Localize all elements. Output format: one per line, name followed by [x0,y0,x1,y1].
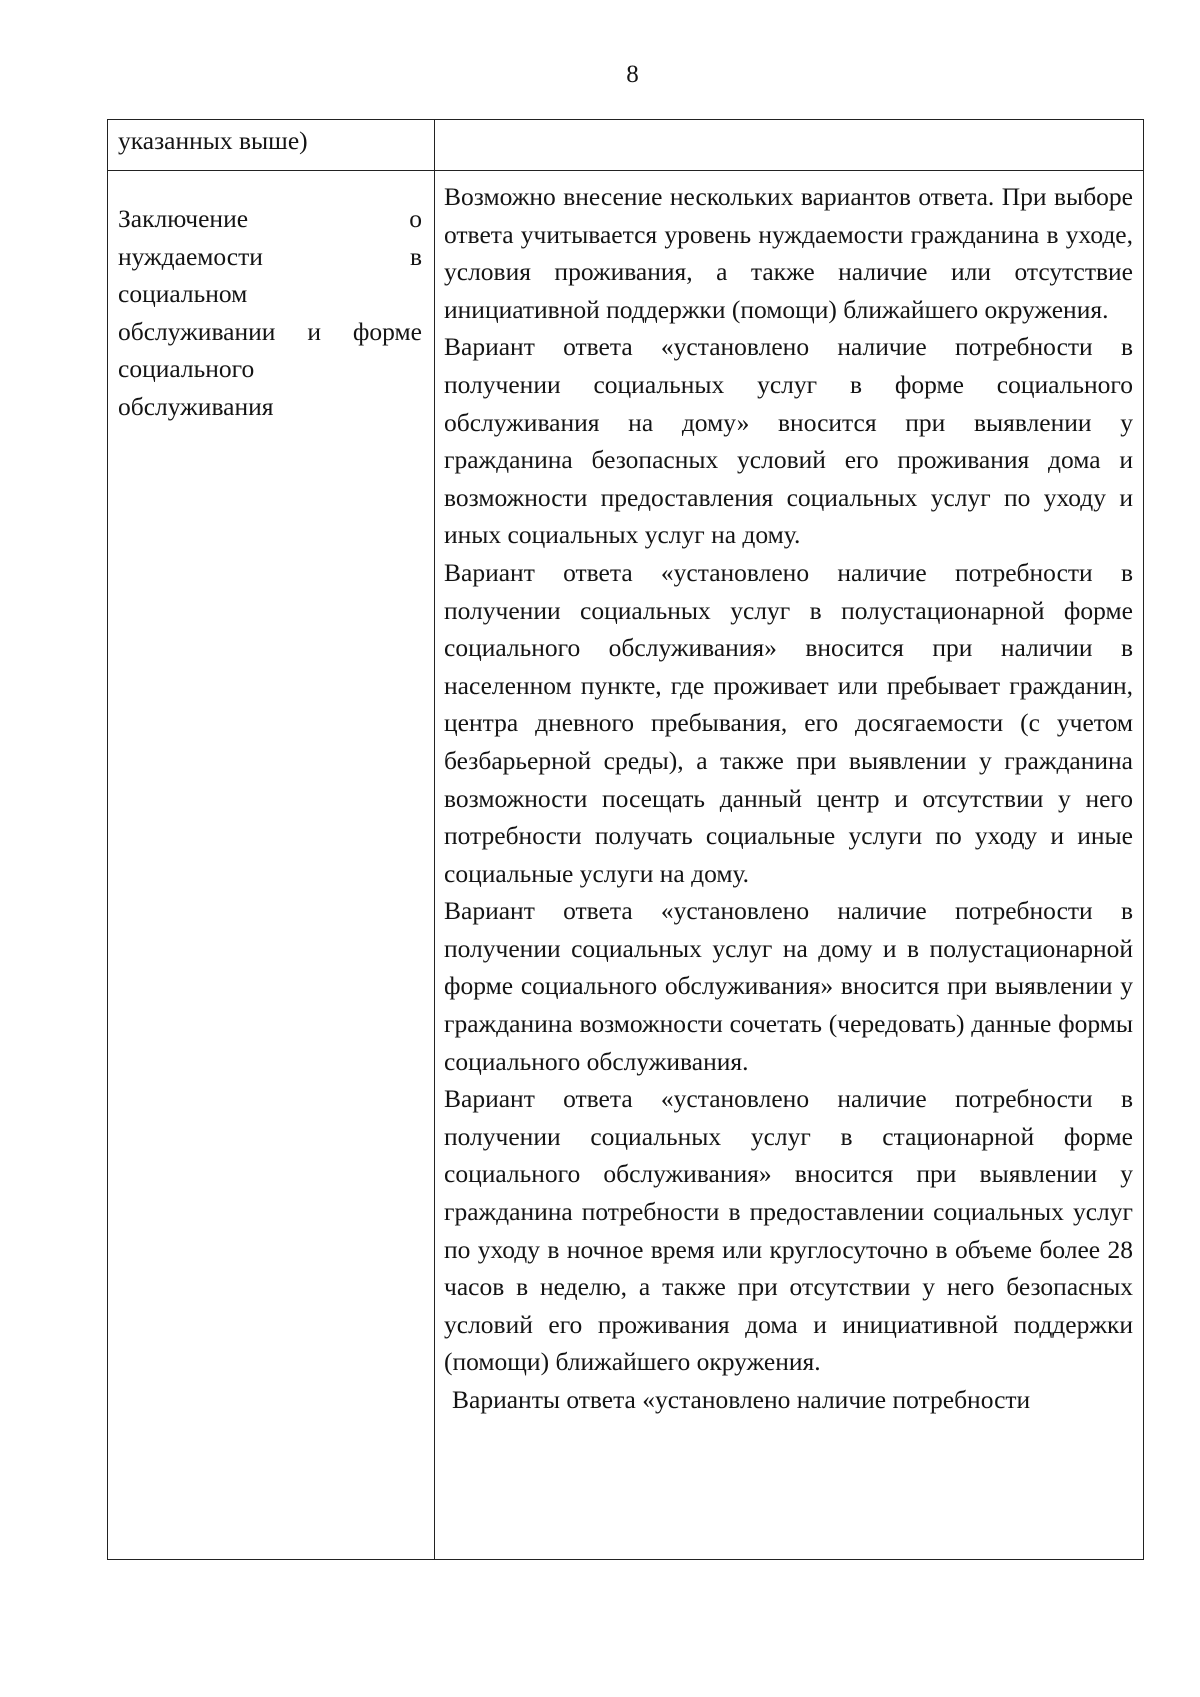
description-paragraph: Варианты ответа «установлено наличие потребности [452,1385,1031,1414]
criterion-line: Заключение о [118,204,422,233]
description-paragraph: Вариант ответа «установлено наличие потребности в получении социальных услуг на дому и в полустационарной форме социального обслуживания» вносится при выявлении у гражданина возможности сочетать (чередовать) данные формы социального обслуживания. [444,896,1133,1076]
criterion-cell [108,120,435,171]
description-paragraph: Вариант ответа «установлено наличие потребности в получении социальных услуг в полустационарной форме социального обслуживания» вносится при наличии в населенном пункте, где проживает или пребывает гражданин, центра дневного пребывания, его досягаемости (с учетом безбарьерной среды), а также при выявлении у гражданина возможности посещать данный центр и отсутствии у него потребности получать социальные услуги по уходу и иные социальные услуги на дому. [444,557,1133,888]
description-body [435,171,1143,1419]
description-paragraph: Вариант ответа «установлено наличие потребности в получении социальных услуг в стационарной форме социального обслуживания» вносится при выявлении у гражданина потребности в предоставлении социальных услуг по уходу в ночное время или круглосуточно в объеме более 28 часов в неделю, а также при отсутствии у него безопасных условий его проживания дома и инициативной поддержки (помощи) ближайшего окружения. [444,1084,1133,1377]
criterion-line: обслуживании и форме [118,316,422,346]
description-paragraph: Вариант ответа «установлено наличие потребности в получении социальных услуг в форме социального обслуживания на дому» вносится при выявлении у гражданина безопасных условий его проживания дома и возможности предоставления социальных услуг по уходу и иных социальных услуг на дому. [444,332,1133,550]
assessment-table [107,119,1144,1560]
criterion-cell [108,171,435,1560]
criterion-line: нуждаемости в [118,241,422,271]
description-paragraph: Возможно внесение нескольких вариантов ответа. При выборе ответа учитывается уровень нуждаемости гражданина в уходе, условия проживания, а также наличие или отсутствие инициативной поддержки (помощи) ближайшего окружения. [444,182,1133,324]
description-cell [435,171,1144,1560]
description-text [435,120,1143,126]
page-number: 8 [626,61,639,88]
table-row-conclusion [108,171,1144,1560]
criterion-line: обслуживания [118,391,274,421]
table-row-continuation [108,120,1144,171]
criterion-label [108,171,434,426]
criterion-line: социальном [118,279,248,309]
criterion-text: указанных выше) [118,126,308,155]
description-cell [435,120,1144,171]
criterion-line: социального [118,354,255,384]
